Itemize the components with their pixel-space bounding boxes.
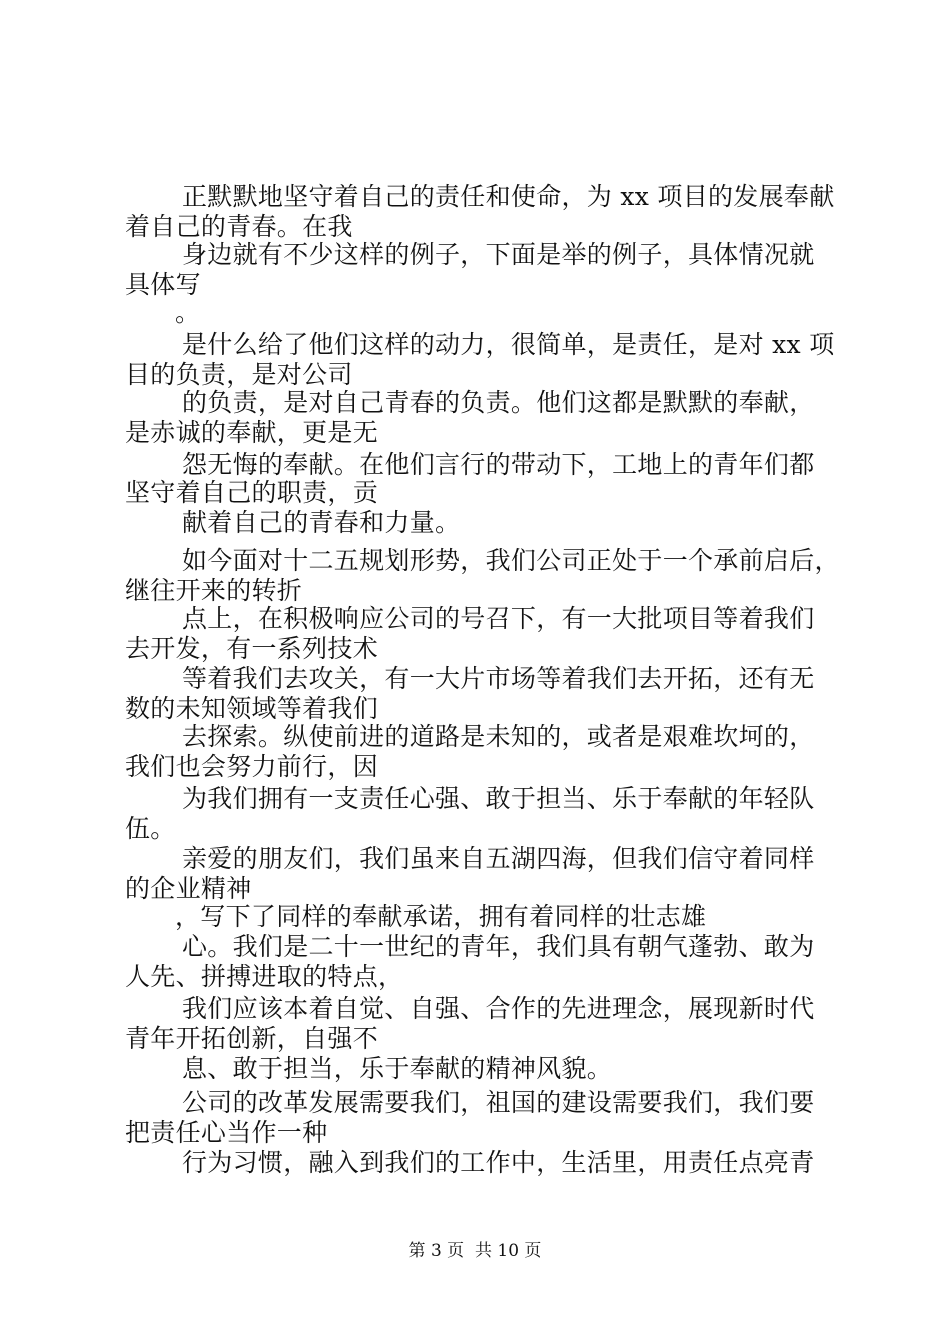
text-line: 具体写 <box>125 270 201 299</box>
text-line: 是赤诚的奉献，更是无 <box>125 418 379 447</box>
text-line: 坚守着自己的职责，贡 <box>125 478 379 507</box>
text-line: 伍。 <box>125 814 176 843</box>
text-line: 的负责，是对自己青春的负责。他们这都是默默的奉献， <box>182 388 815 417</box>
text-line: 献着自己的青春和力量。 <box>182 508 461 537</box>
text-line: 亲爱的朋友们，我们虽来自五湖四海，但我们信守着同样 <box>182 844 815 873</box>
text-line: 身边就有不少这样的例子，下面是举的例子，具体情况就 <box>182 240 815 269</box>
text-line: 心。我们是二十一世纪的青年，我们具有朝气蓬勃、敢为 <box>182 932 815 961</box>
text-line: 目的负责，是对公司 <box>125 360 353 389</box>
text-line: 数的未知领域等着我们 <box>125 694 379 723</box>
text-line: 把责任心当作一种 <box>125 1118 328 1147</box>
text-line: 如今面对十二五规划形势，我们公司正处于一个承前启后， <box>182 546 840 575</box>
text-line: 青年开拓创新，自强不 <box>125 1024 379 1053</box>
text-line: 着自己的青春。在我 <box>125 212 353 241</box>
page-footer <box>0 1240 950 1262</box>
text-line: 怨无悔的奉献。在他们言行的带动下，工地上的青年们都 <box>182 450 815 479</box>
page-total: 共 10 页 <box>474 1241 542 1261</box>
text-line: 公司的改革发展需要我们，祖国的建设需要我们，我们要 <box>182 1088 815 1117</box>
page-number: 第 3 页 <box>408 1241 465 1261</box>
text-line: 继往开来的转折 <box>125 576 303 605</box>
text-line: 为我们拥有一支责任心强、敢于担当、乐于奉献的年轻队 <box>182 784 815 813</box>
text-line: 点上，在积极响应公司的号召下，有一大批项目等着我们 <box>182 604 815 633</box>
text-line: 人先、拼搏进取的特点， <box>125 962 404 991</box>
text-line: 的企业精神 <box>125 874 252 903</box>
text-line: 。 <box>175 298 201 327</box>
text-line: 我们也会努力前行，因 <box>125 752 379 781</box>
text-line: 去探索。纵使前进的道路是未知的，或者是艰难坎坷的， <box>182 722 815 751</box>
text-line: 是什么给了他们这样的动力，很简单，是责任，是对 xx 项 <box>182 330 835 359</box>
text-line: 等着我们去攻关，有一大片市场等着我们去开拓，还有无 <box>182 664 815 693</box>
text-line: 息、敢于担当，乐于奉献的精神风貌。 <box>182 1054 613 1083</box>
text-line: ，写下了同样的奉献承诺，拥有着同样的壮志雄 <box>175 902 707 931</box>
text-line: 我们应该本着自觉、自强、合作的先进理念，展现新时代 <box>182 994 815 1023</box>
text-line: 正默默地坚守着自己的责任和使命，为 xx 项目的发展奉献 <box>182 182 835 211</box>
text-line: 行为习惯，融入到我们的工作中，生活里，用责任点亮青 <box>182 1148 815 1177</box>
text-line: 去开发，有一系列技术 <box>125 634 379 663</box>
